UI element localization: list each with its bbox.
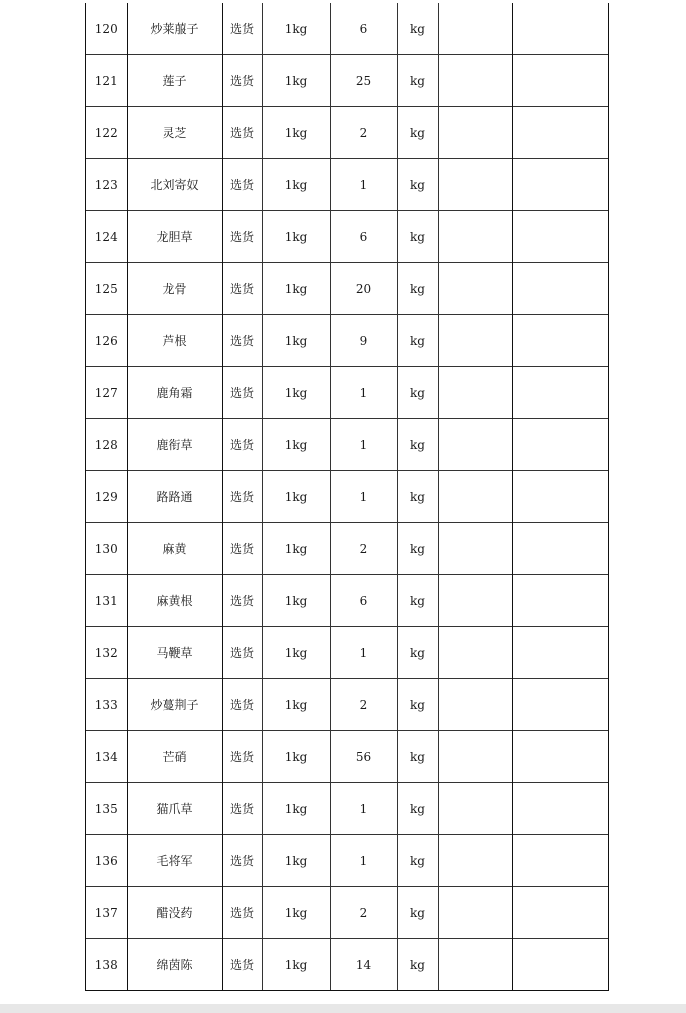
cell-herb-name: 灵芝 [127, 107, 222, 159]
cell-unit: kg [397, 783, 438, 835]
cell-remark [512, 679, 608, 731]
cell-unit: kg [397, 731, 438, 783]
cell-unit: kg [397, 159, 438, 211]
cell-herb-name: 北刘寄奴 [127, 159, 222, 211]
cell-price [438, 263, 512, 315]
cell-spec: 1kg [262, 783, 330, 835]
cell-spec: 1kg [262, 55, 330, 107]
cell-quantity: 25 [330, 55, 397, 107]
cell-unit: kg [397, 107, 438, 159]
cell-remark [512, 211, 608, 263]
cell-price [438, 783, 512, 835]
viewer-bottom-bar [0, 1004, 686, 1013]
cell-quantity: 1 [330, 471, 397, 523]
cell-index: 137 [86, 887, 127, 939]
cell-herb-name: 麻黄 [127, 523, 222, 575]
cell-index: 122 [86, 107, 127, 159]
cell-herb-name: 马鞭草 [127, 627, 222, 679]
cell-price [438, 523, 512, 575]
cell-quantity: 56 [330, 731, 397, 783]
cell-herb-name: 莲子 [127, 55, 222, 107]
cell-grade: 选货 [222, 367, 262, 419]
table-row [86, 783, 608, 835]
table-row [86, 627, 608, 679]
cell-remark [512, 3, 608, 55]
cell-quantity: 6 [330, 211, 397, 263]
cell-unit: kg [397, 575, 438, 627]
cell-spec: 1kg [262, 159, 330, 211]
cell-spec: 1kg [262, 679, 330, 731]
cell-unit: kg [397, 263, 438, 315]
cell-price [438, 887, 512, 939]
cell-herb-name: 龙骨 [127, 263, 222, 315]
cell-spec: 1kg [262, 419, 330, 471]
cell-quantity: 2 [330, 107, 397, 159]
cell-unit: kg [397, 367, 438, 419]
cell-remark [512, 367, 608, 419]
cell-price [438, 367, 512, 419]
cell-remark [512, 523, 608, 575]
cell-unit: kg [397, 835, 438, 887]
cell-price [438, 55, 512, 107]
cell-unit: kg [397, 3, 438, 55]
cell-index: 133 [86, 679, 127, 731]
cell-herb-name: 毛将军 [127, 835, 222, 887]
cell-remark [512, 55, 608, 107]
cell-price [438, 731, 512, 783]
cell-spec: 1kg [262, 627, 330, 679]
cell-herb-name: 炒莱菔子 [127, 3, 222, 55]
cell-grade: 选货 [222, 887, 262, 939]
table-row [86, 731, 608, 783]
table-row [86, 159, 608, 211]
cell-grade: 选货 [222, 55, 262, 107]
cell-spec: 1kg [262, 835, 330, 887]
cell-remark [512, 575, 608, 627]
cell-grade: 选货 [222, 315, 262, 367]
cell-unit: kg [397, 679, 438, 731]
cell-price [438, 3, 512, 55]
cell-spec: 1kg [262, 731, 330, 783]
cell-index: 123 [86, 159, 127, 211]
cell-index: 125 [86, 263, 127, 315]
table-row [86, 835, 608, 887]
cell-spec: 1kg [262, 575, 330, 627]
cell-price [438, 419, 512, 471]
table-row [86, 315, 608, 367]
cell-grade: 选货 [222, 679, 262, 731]
cell-herb-name: 麻黄根 [127, 575, 222, 627]
cell-remark [512, 627, 608, 679]
table-row [86, 3, 608, 55]
cell-unit: kg [397, 471, 438, 523]
cell-unit: kg [397, 315, 438, 367]
cell-quantity: 2 [330, 679, 397, 731]
cell-index: 130 [86, 523, 127, 575]
cell-price [438, 471, 512, 523]
cell-spec: 1kg [262, 939, 330, 991]
cell-remark [512, 107, 608, 159]
cell-grade: 选货 [222, 939, 262, 991]
cell-quantity: 1 [330, 159, 397, 211]
cell-grade: 选货 [222, 731, 262, 783]
table-row [86, 939, 608, 991]
table-row [86, 523, 608, 575]
cell-quantity: 6 [330, 3, 397, 55]
cell-herb-name: 龙胆草 [127, 211, 222, 263]
cell-index: 121 [86, 55, 127, 107]
cell-quantity: 9 [330, 315, 397, 367]
cell-price [438, 575, 512, 627]
procurement-table [85, 3, 609, 991]
cell-unit: kg [397, 211, 438, 263]
cell-price [438, 159, 512, 211]
cell-quantity: 14 [330, 939, 397, 991]
cell-herb-name: 鹿角霜 [127, 367, 222, 419]
cell-unit: kg [397, 939, 438, 991]
cell-spec: 1kg [262, 523, 330, 575]
cell-quantity: 20 [330, 263, 397, 315]
cell-quantity: 1 [330, 835, 397, 887]
cell-spec: 1kg [262, 263, 330, 315]
cell-remark [512, 263, 608, 315]
cell-herb-name: 猫爪草 [127, 783, 222, 835]
cell-spec: 1kg [262, 315, 330, 367]
cell-remark [512, 315, 608, 367]
table-row [86, 679, 608, 731]
cell-index: 128 [86, 419, 127, 471]
cell-unit: kg [397, 419, 438, 471]
table-row [86, 575, 608, 627]
cell-spec: 1kg [262, 367, 330, 419]
cell-grade: 选货 [222, 471, 262, 523]
table-row [86, 887, 608, 939]
cell-spec: 1kg [262, 107, 330, 159]
cell-grade: 选货 [222, 835, 262, 887]
cell-index: 136 [86, 835, 127, 887]
cell-price [438, 835, 512, 887]
cell-index: 135 [86, 783, 127, 835]
table-row [86, 55, 608, 107]
cell-quantity: 1 [330, 627, 397, 679]
cell-unit: kg [397, 55, 438, 107]
cell-index: 129 [86, 471, 127, 523]
cell-herb-name: 路路通 [127, 471, 222, 523]
cell-remark [512, 731, 608, 783]
table-body [86, 3, 608, 990]
table-row [86, 263, 608, 315]
table-row [86, 471, 608, 523]
cell-grade: 选货 [222, 783, 262, 835]
cell-quantity: 1 [330, 419, 397, 471]
cell-quantity: 1 [330, 367, 397, 419]
cell-herb-name: 炒蔓荆子 [127, 679, 222, 731]
cell-remark [512, 939, 608, 991]
cell-spec: 1kg [262, 887, 330, 939]
cell-index: 134 [86, 731, 127, 783]
cell-index: 124 [86, 211, 127, 263]
cell-herb-name: 绵茵陈 [127, 939, 222, 991]
cell-herb-name: 芒硝 [127, 731, 222, 783]
cell-remark [512, 835, 608, 887]
cell-price [438, 315, 512, 367]
cell-price [438, 939, 512, 991]
cell-grade: 选货 [222, 523, 262, 575]
cell-remark [512, 419, 608, 471]
cell-unit: kg [397, 887, 438, 939]
cell-grade: 选货 [222, 211, 262, 263]
cell-grade: 选货 [222, 159, 262, 211]
cell-quantity: 2 [330, 523, 397, 575]
cell-index: 127 [86, 367, 127, 419]
cell-spec: 1kg [262, 471, 330, 523]
cell-unit: kg [397, 627, 438, 679]
cell-price [438, 107, 512, 159]
cell-herb-name: 芦根 [127, 315, 222, 367]
cell-spec: 1kg [262, 211, 330, 263]
cell-remark [512, 471, 608, 523]
cell-index: 120 [94, 21, 118, 36]
cell-index: 132 [86, 627, 127, 679]
cell-herb-name: 醋没药 [127, 887, 222, 939]
table-row [86, 419, 608, 471]
cell-quantity: 6 [330, 575, 397, 627]
cell-price [438, 679, 512, 731]
cell-grade: 选货 [222, 627, 262, 679]
cell-unit: kg [397, 523, 438, 575]
cell-index: 138 [86, 939, 127, 991]
item-table [86, 3, 608, 990]
cell-herb-name: 鹿衔草 [127, 419, 222, 471]
cell-price [438, 211, 512, 263]
cell-grade: 选货 [222, 3, 262, 55]
cell-grade: 选货 [222, 419, 262, 471]
table-row [86, 107, 608, 159]
cell-grade: 选货 [222, 575, 262, 627]
cell-grade: 选货 [222, 107, 262, 159]
cell-quantity: 2 [330, 887, 397, 939]
cell-remark [512, 783, 608, 835]
cell-remark [512, 159, 608, 211]
cell-quantity: 1 [330, 783, 397, 835]
cell-grade: 选货 [222, 263, 262, 315]
cell-index: 126 [86, 315, 127, 367]
cell-spec: 1kg [262, 3, 330, 55]
cell-price [438, 627, 512, 679]
cell-remark [512, 887, 608, 939]
table-row [86, 211, 608, 263]
cell-index: 131 [86, 575, 127, 627]
table-row [86, 367, 608, 419]
